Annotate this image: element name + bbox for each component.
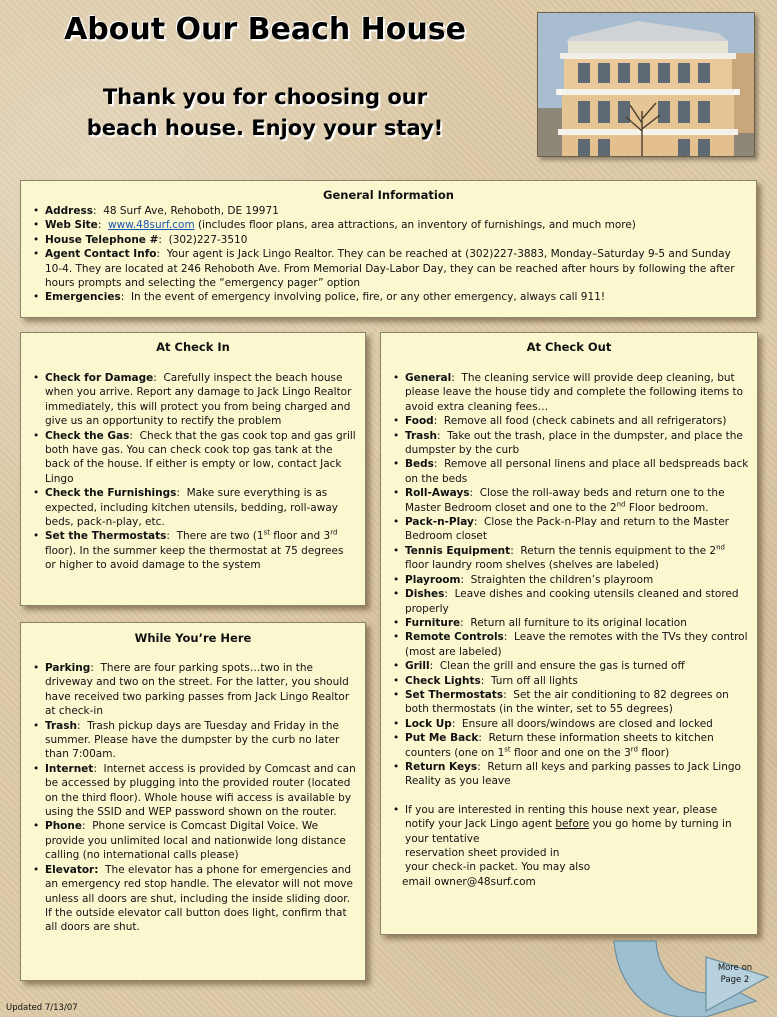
agent-contact-label: Agent Contact Info bbox=[45, 248, 157, 261]
owner-email: email owner@48surf.com bbox=[402, 875, 536, 888]
elevator-label: Elevator: bbox=[45, 863, 99, 876]
list-item: • Phone: Phone service is Comcast Digital Voice. We provide you unlimited local and nationwide long distance calling (no international calls please) bbox=[31, 819, 357, 862]
check-furnishings-text: Make sure everything is as expected, including kitchen utensils, bedding, roll-away beds, pack-n-play, etc. bbox=[45, 487, 338, 529]
more-on-page-2-label[interactable]: More on Page 2 bbox=[717, 963, 753, 985]
list-item: • General: The cleaning service will provide deep cleaning, but please leave the house tidy and complete the following items to avoid extra cleaning fees… bbox=[391, 371, 749, 414]
list-item: • Check the Furnishings: Make sure everything is as expected, including kitchen utensils, bedding, roll-away beds, pack-n-play, etc. bbox=[31, 486, 357, 529]
elevator-text: The elevator has a phone for emergencies and an emergency red stop handle. The elevator will not move unless all doors are shut, including the inside sliding door. If the outside elevator call button does light, confirm that all doors are shut. bbox=[45, 863, 353, 934]
website-link[interactable]: www.48surf.com bbox=[108, 219, 195, 232]
list-item: • Put Me Back: Return these information sheets to kitchen counters (one on 1st floor and one on the 3rd floor) bbox=[391, 731, 749, 760]
list-item: • Trash: Trash pickup days are Tuesday and Friday in the summer. Please have the dumpster by the curb no later than 7:00am. bbox=[31, 719, 357, 762]
list-item: • Set the Thermostats: There are two (1st floor and 3rd floor). In the summer keep the thermostat at 75 degrees or higher to avoid damage to the system bbox=[31, 529, 357, 572]
address-value: 48 Surf Ave, Rehoboth, DE 19971 bbox=[103, 205, 279, 217]
phone-label: Phone bbox=[45, 820, 82, 833]
welcome-line-1: Thank you for choosing our bbox=[102, 85, 428, 109]
renting-note: • If you are interested in renting this house next year, please notify your Jack Lingo agent before you go home by turning in your tentative reservation sheet provided in your check-in packet. You may also email owner@48surf.com bbox=[391, 803, 749, 889]
list-item: • Emergencies: In the event of emergency involving police, fire, or any other emergency, always call 911! bbox=[31, 290, 751, 304]
list-item: • Tennis Equipment: Return the tennis equipment to the 2nd floor laundry room shelves (shelves are labeled) bbox=[391, 544, 749, 573]
check-damage-text: Carefully inspect the beach house when you arrive. Report any damage to Jack Lingo Realtor immediately, this will protect you from being charged and give us an opportunity to rectify the problem bbox=[45, 372, 352, 428]
list-item: • Check Lights: Turn off all lights bbox=[391, 674, 749, 688]
check-gas-label: Check the Gas bbox=[45, 429, 130, 442]
phone-text: Phone service is Comcast Digital Voice. We provide you unlimited local and nationwide long distance calling (no international calls please) bbox=[45, 820, 346, 862]
list-item: • Address: 48 Surf Ave, Rehoboth, DE 19971 bbox=[31, 204, 751, 218]
general-information-panel bbox=[20, 180, 757, 318]
set-thermostats-label: Set the Thermostats bbox=[45, 530, 167, 543]
list-item: • Set Thermostats: Set the air conditioning to 82 degrees on both thermostats (in the winter, set to 55 degrees) bbox=[391, 688, 749, 717]
house-telephone-label: House Telephone # bbox=[45, 233, 159, 246]
list-item: • Roll-Aways: Close the roll-away beds and return one to the Master Bedroom closet and one to the 2nd Floor bedroom. bbox=[391, 486, 749, 515]
internet-text: Internet access is provided by Comcast and can be accessed by plugging into the provided router (located on the third floor). Whole house wifi access is available by using the SSID and WEP password shown on the router. bbox=[45, 762, 356, 819]
welcome-message bbox=[40, 82, 490, 144]
internet-label: Internet bbox=[45, 762, 94, 775]
trash-text: Trash pickup days are Tuesday and Friday in the summer. Please have the dumpster by the curb no later than 7:00am. bbox=[45, 719, 340, 761]
check-in-heading: At Check In bbox=[156, 340, 230, 354]
list-item: • Web Site: www.48surf.com (includes floor plans, area attractions, an inventory of furnishings, and much more) bbox=[31, 218, 751, 232]
list-item: • Trash: Take out the trash, place in the dumpster, and place the dumpster by the curb bbox=[391, 429, 749, 458]
list-item: • Grill: Clean the grill and ensure the gas is turned off bbox=[391, 659, 749, 673]
set-thermostats-text: There are two (1st floor and 3rd floor). In the summer keep the thermostat at 75 degrees or higher to avoid damage to the system bbox=[45, 528, 344, 572]
welcome-line-2: beach house. Enjoy your stay! bbox=[86, 116, 444, 140]
list-item: • Agent Contact Info: Your agent is Jack Lingo Realtor. They can be reached at (302)227-3883, Monday–Saturday 9-5 and Sunday 10-4. They are located at 246 Rehoboth Ave. From Memorial Day-Labor Day, they can be reached after hours by following the after hours prompts and selecting the “emergency pager” option bbox=[31, 247, 751, 290]
general-information-heading: General Information bbox=[323, 188, 454, 202]
while-youre-here-heading: While You’re Here bbox=[134, 631, 252, 645]
check-furnishings-label: Check the Furnishings bbox=[45, 487, 177, 500]
beach-house-photo bbox=[537, 12, 755, 157]
check-out-list bbox=[391, 371, 749, 889]
parking-text: There are four parking spots…two in the driveway and two on the street. For the latter, you should have received two parking passes from Jack Lingo Realtor at check-in bbox=[45, 662, 350, 718]
trash-label: Trash bbox=[45, 719, 77, 732]
check-gas-text: Check that the gas cook top and gas grill both have gas. You can check cook top gas tank at the back of the house. If either is empty or low, contact Jack Lingo bbox=[45, 429, 356, 485]
list-item: • Lock Up: Ensure all doors/windows are closed and locked bbox=[391, 717, 749, 731]
parking-label: Parking bbox=[45, 662, 91, 674]
page-title: About Our Beach House bbox=[64, 12, 466, 47]
while-youre-here-list bbox=[31, 661, 357, 935]
address-label: Address bbox=[45, 205, 93, 217]
general-information-list bbox=[31, 204, 751, 305]
while-youre-here-panel bbox=[20, 622, 366, 981]
list-item: • Parking: There are four parking spots…two in the driveway and two on the street. For the latter, you should have received two parking passes from Jack Lingo Realtor at check-in bbox=[31, 661, 357, 719]
agent-contact-value: Your agent is Jack Lingo Realtor. They can be reached at (302)227-3883, Monday–Saturday 9-5 and Sunday 10-4. They are located at 246 Rehoboth Ave. From Memorial Day-Labor Day, they can be reached after hours by following the after hours prompts and selecting the “emergency pager” option bbox=[45, 248, 735, 290]
list-item: • Food: Remove all food (check cabinets and all refrigerators) bbox=[391, 414, 749, 428]
check-damage-label: Check for Damage bbox=[45, 372, 154, 384]
website-description: (includes floor plans, area attractions, an inventory of furnishings, and much more) bbox=[198, 219, 636, 232]
check-in-panel bbox=[20, 332, 366, 606]
updated-date: Updated 7/13/07 bbox=[6, 1003, 78, 1013]
list-item: • Beds: Remove all personal linens and place all bedspreads back on the beds bbox=[391, 457, 749, 486]
list-item: • Return Keys: Return all keys and parking passes to Jack Lingo Reality as you leave bbox=[391, 760, 749, 789]
list-item: • Check for Damage: Carefully inspect the beach house when you arrive. Report any damage to Jack Lingo Realtor immediately, this will protect you from being charged and give us an opportunity to rectify the problem bbox=[31, 371, 357, 429]
list-item bbox=[31, 863, 357, 935]
list-item: • House Telephone #: (302)227-3510 bbox=[31, 233, 751, 247]
list-item: • Internet: Internet access is provided by Comcast and can be accessed by plugging into the provided router (located on the third floor). Whole house wifi access is available by using the SSID and WEP password shown on the router. bbox=[31, 762, 357, 820]
check-out-heading: At Check Out bbox=[526, 340, 612, 354]
list-item: • Furniture: Return all furniture to its original location bbox=[391, 616, 749, 630]
check-in-list bbox=[31, 371, 357, 573]
check-out-panel bbox=[380, 332, 758, 935]
beach-house-image bbox=[538, 13, 754, 156]
list-item: • Pack-n-Play: Close the Pack-n-Play and return to the Master Bedroom closet bbox=[391, 515, 749, 544]
list-item: • Check the Gas: Check that the gas cook top and gas grill both have gas. You can check cook top gas tank at the back of the house. If either is empty or low, contact Jack Lingo bbox=[31, 429, 357, 487]
list-item: • Dishes: Leave dishes and cooking utensils cleaned and stored properly bbox=[391, 587, 749, 616]
emergencies-value: In the event of emergency involving police, fire, or any other emergency, always call 911! bbox=[130, 291, 606, 304]
renting-before-emphasis: before bbox=[555, 818, 590, 831]
list-item: • Playroom: Straighten the children’s playroom bbox=[391, 573, 749, 587]
emergencies-label: Emergencies bbox=[45, 291, 121, 304]
house-telephone-value: (302)227-3510 bbox=[168, 233, 248, 246]
list-item: • Remote Controls: Leave the remotes with the TVs they control (most are labeled) bbox=[391, 630, 749, 659]
website-label: Web Site bbox=[45, 219, 98, 232]
